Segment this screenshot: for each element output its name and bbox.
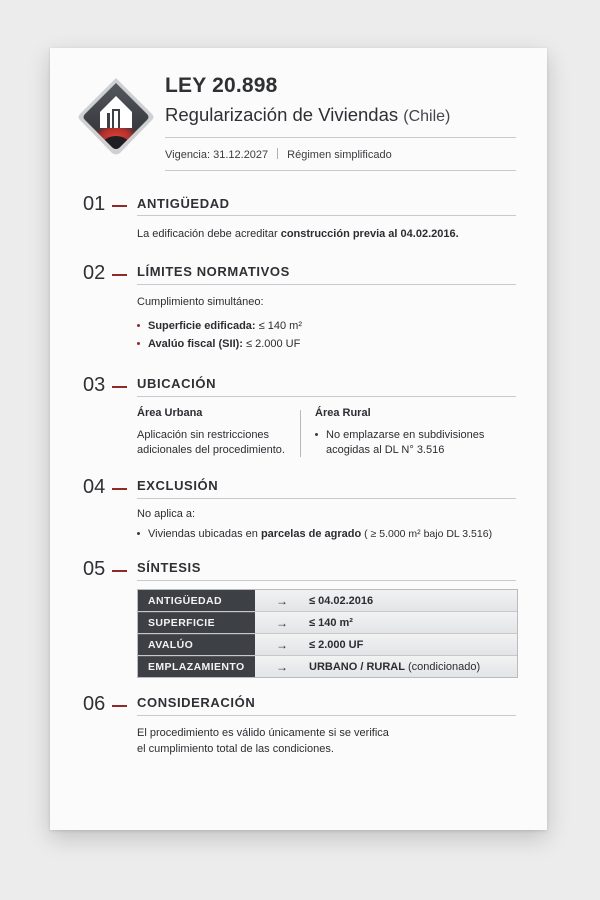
antiguedad-text-bold: construcción previa al 04.02.2016. — [280, 228, 459, 240]
header-bottom-rule — [165, 170, 516, 171]
section-number: 01 — [83, 193, 106, 215]
header-meta — [165, 148, 392, 161]
validity-date: Vigencia: 31.12.2027 — [165, 149, 269, 161]
section-number: 02 — [83, 262, 106, 284]
summary-value-cell — [255, 656, 517, 677]
rural-line-text: No emplazarse en subdivisiones — [326, 429, 485, 441]
summary-value-note: (condicionado) — [404, 660, 481, 673]
summary-key: SUPERFICIE — [138, 612, 255, 633]
section-dash — [112, 386, 127, 388]
section-number: 06 — [83, 693, 106, 715]
section-dash — [112, 205, 127, 207]
summary-value-cell — [255, 634, 517, 655]
consideracion-line: El procedimiento es válido únicamente si se verifica — [137, 727, 389, 739]
section-title-ubicacion: UBICACIÓN — [137, 376, 217, 391]
rural-text — [315, 428, 484, 458]
bullet — [137, 532, 140, 535]
exclusion-item — [137, 526, 492, 542]
summary-value: ≤ 04.02.2016 — [309, 594, 374, 607]
summary-value: ≤ 140 m² — [309, 616, 353, 629]
limites-item-value: ≤ 140 m² — [255, 320, 302, 332]
section-rule — [137, 498, 516, 499]
table-row — [138, 590, 517, 611]
rural-line: acogidas al DL N° 3.516 — [326, 444, 445, 456]
section-dash — [112, 274, 127, 276]
summary-value-main: URBANO / RURAL — [309, 660, 405, 673]
limites-item — [137, 318, 302, 334]
limites-intro: Cumplimiento simultáneo: — [137, 296, 264, 308]
section-dash — [112, 570, 127, 572]
section-title-antiguedad: ANTIGÜEDAD — [137, 196, 230, 211]
arrow-right-icon: → — [276, 593, 288, 608]
bullet — [137, 342, 140, 345]
urban-text — [137, 428, 285, 458]
section-rule — [137, 284, 516, 285]
section-rule — [137, 580, 516, 581]
arrow-right-icon: → — [276, 615, 288, 630]
section-number: 03 — [83, 374, 106, 396]
limites-item-value: ≤ 2.000 UF — [242, 338, 301, 350]
section-number: 04 — [83, 476, 106, 498]
section-title-consideracion: CONSIDERACIÓN — [137, 695, 256, 710]
header-rule — [165, 137, 516, 138]
antiguedad-text — [137, 226, 459, 242]
summary-key: AVALÚO — [138, 634, 255, 655]
section-title-exclusion: EXCLUSIÓN — [137, 478, 219, 493]
summary-table — [137, 589, 518, 678]
section-rule — [137, 215, 516, 216]
limites-item-label: Superficie edificada: — [148, 320, 256, 332]
summary-value-cell — [255, 590, 517, 611]
regime-label: Régimen simplificado — [287, 149, 392, 161]
section-title-limites: LÍMITES NORMATIVOS — [137, 264, 290, 279]
summary-key: EMPLAZAMIENTO — [138, 656, 255, 677]
table-row — [138, 655, 517, 677]
section-title-sintesis: SÍNTESIS — [137, 560, 202, 575]
urban-line: adicionales del procedimiento. — [137, 444, 285, 456]
section-number: 05 — [83, 558, 106, 580]
law-subtitle — [165, 104, 450, 126]
summary-value — [309, 661, 480, 673]
table-row — [138, 611, 517, 633]
document-sheet — [50, 48, 547, 830]
exclusion-item-post: ( ≥ 5.000 m² bajo DL 3.516) — [361, 528, 493, 540]
subtitle-text: Regularización de Viviendas — [165, 104, 399, 125]
arrow-right-icon: → — [276, 659, 288, 674]
consideracion-text — [137, 725, 389, 757]
antiguedad-text-pre: La edificación debe acreditar — [137, 228, 281, 240]
exclusion-item-pre: Viviendas ubicadas en — [148, 528, 261, 540]
rural-line — [315, 428, 484, 443]
section-rule — [137, 715, 516, 716]
section-rule — [137, 396, 516, 397]
exclusion-intro: No aplica a: — [137, 508, 196, 520]
urban-line: Aplicación sin restricciones — [137, 429, 270, 441]
summary-key: ANTIGÜEDAD — [138, 590, 255, 611]
column-divider — [300, 410, 301, 457]
summary-value: ≤ 2.000 UF — [309, 638, 364, 651]
section-dash — [112, 488, 127, 490]
limites-item — [137, 336, 300, 352]
table-row — [138, 633, 517, 655]
house-badge-icon — [76, 76, 156, 156]
subtitle-country: (Chile) — [403, 108, 451, 125]
rural-title: Área Rural — [315, 407, 371, 419]
bullet — [137, 324, 140, 327]
summary-value-cell — [255, 612, 517, 633]
section-dash — [112, 705, 127, 707]
meta-separator — [277, 148, 278, 159]
urban-title: Área Urbana — [137, 407, 203, 419]
consideracion-line: el cumplimiento total de las condiciones. — [137, 743, 334, 755]
law-title: LEY 20.898 — [165, 74, 278, 97]
limites-item-label: Avalúo fiscal (SII): — [148, 338, 243, 350]
arrow-right-icon: → — [276, 637, 288, 652]
bullet — [315, 433, 318, 436]
exclusion-item-bold: parcelas de agrado — [260, 528, 362, 540]
